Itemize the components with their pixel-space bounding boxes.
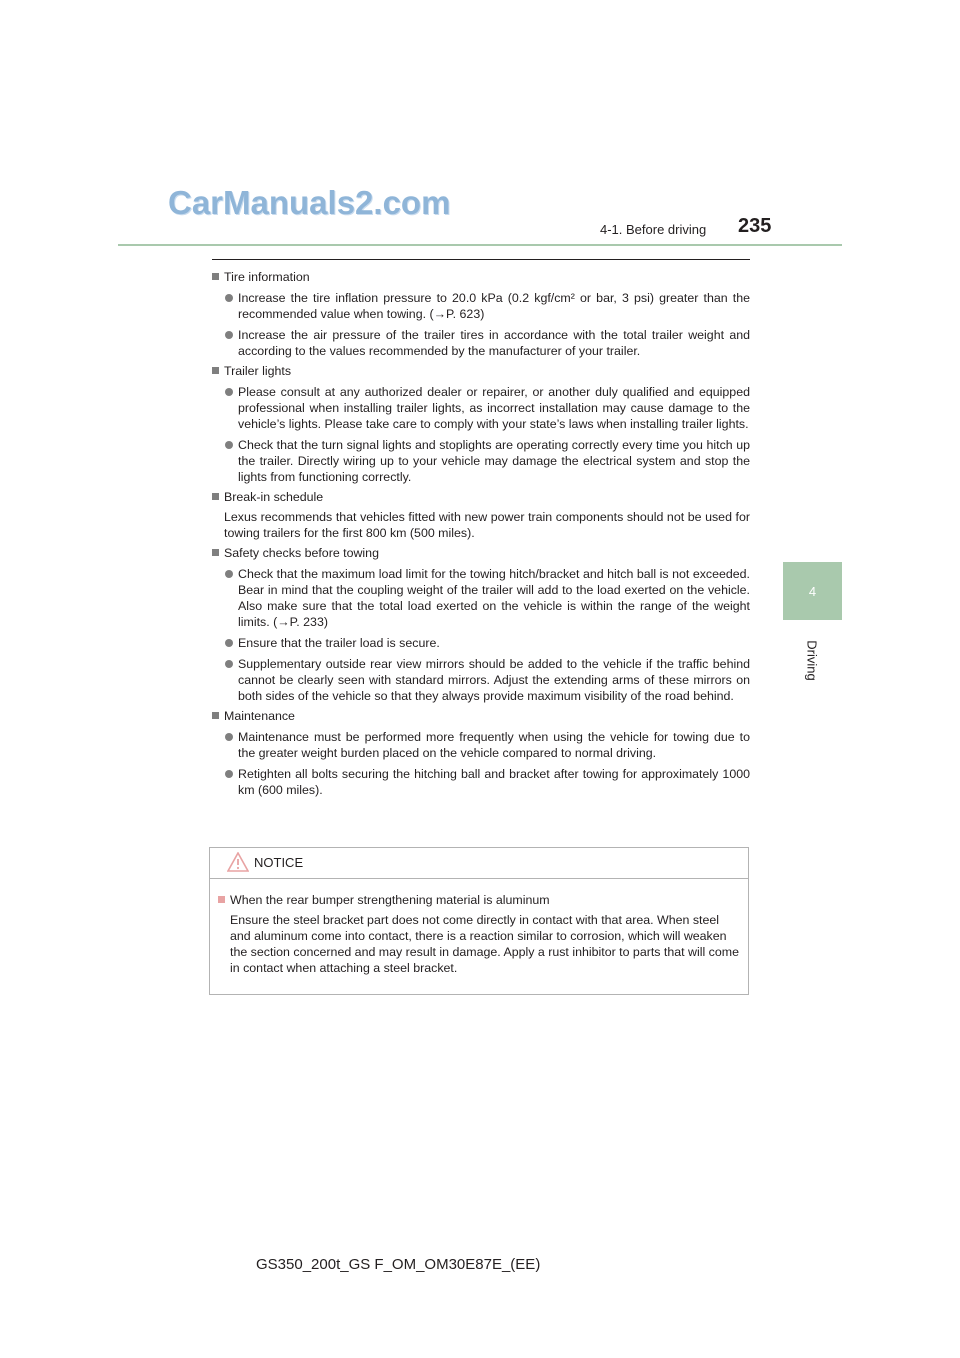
warning-triangle-icon xyxy=(227,852,249,872)
heading-break-in-schedule: Break-in schedule xyxy=(212,489,750,505)
chapter-tab-label xyxy=(783,630,842,690)
bullet-item: Please consult at any authorized dealer or repairer, or another duly qualified and equipped professional when installing trailer lights, as incorrect installation may cause damage to the vehicle’s lights. Please take care to comply with your state’s laws when installing trailer lights. xyxy=(212,384,750,432)
page-number: 235 xyxy=(738,215,772,237)
bullet-item: Maintenance must be performed more frequently when using the vehicle for towing due to the greater weight burden placed on the vehicle compared to normal driving. xyxy=(212,729,750,761)
paragraph: Lexus recommends that vehicles fitted with new power train components should not be used for towing trailers for the first 800 km (500 miles). xyxy=(224,510,750,540)
bullet-item: Supplementary outside rear view mirrors should be added to the vehicle if the traffic behind cannot be clearly seen with standard mirrors. Adjust the extending arms of these mirrors on both sides of the vehicle so that they always provide maximum visibility of the road behind. xyxy=(212,656,750,704)
chapter-label-text: Driving xyxy=(805,639,820,681)
chapter-tab-number[interactable]: 4 xyxy=(783,562,842,620)
heading-tire-information: Tire information xyxy=(212,269,750,285)
content-rule xyxy=(212,259,750,260)
notice-box xyxy=(209,847,749,995)
notice-title: NOTICE xyxy=(254,855,304,870)
notice-text: Ensure the steel bracket part does not come directly in contact with that area. When steel and aluminum come into contact, there is a reaction similar to corrosion, which will weaken the section concerned and may result in damage. Apply a rust inhibitor to parts that will come in contact when attaching a steel bracket. xyxy=(230,913,739,975)
notice-heading: When the rear bumper strengthening material is aluminum xyxy=(218,892,742,908)
bullet-item: Increase the tire inflation pressure to 20.0 kPa (0.2 kgf/cm² or bar, 3 psi) greater than the recommended value when towing. (→P. 623) xyxy=(212,290,750,322)
watermark-logo: CarManuals2.com xyxy=(168,184,451,221)
notice-header xyxy=(210,848,748,879)
heading-safety-checks: Safety checks before towing xyxy=(212,545,750,561)
bullet-item: Retighten all bolts securing the hitching ball and bracket after towing for approximately 1000 km (600 miles). xyxy=(212,766,750,798)
section-title: 4-1. Before driving xyxy=(600,222,707,237)
bullet-item: Ensure that the trailer load is secure. xyxy=(212,635,750,651)
bullet-item: Check that the turn signal lights and stoplights are operating correctly every time you hitch up the trailer. Directly wiring up to your vehicle may damage the electrical system and stop the lights from functioning correctly. xyxy=(212,437,750,485)
heading-trailer-lights: Trailer lights xyxy=(212,363,750,379)
heading-maintenance: Maintenance xyxy=(212,708,750,724)
main-content xyxy=(212,269,750,798)
bullet-item: Increase the air pressure of the trailer tires in accordance with the total trailer weight and according to the values recommended by the manufacturer of your trailer. xyxy=(212,327,750,359)
notice-body xyxy=(218,892,742,976)
bullet-item: Check that the maximum load limit for the towing hitch/bracket and hitch ball is not exceeded. Bear in mind that the coupling weight of the trailer will add to the load exerted on the vehicle. Also make sure that the total load exerted on the vehicle is within the range of the weight limits. (→P. 233) xyxy=(212,566,750,630)
header-rule xyxy=(118,244,842,246)
document-code: GS350_200t_GS F_OM_OM30E87E_(EE) xyxy=(256,1256,541,1273)
